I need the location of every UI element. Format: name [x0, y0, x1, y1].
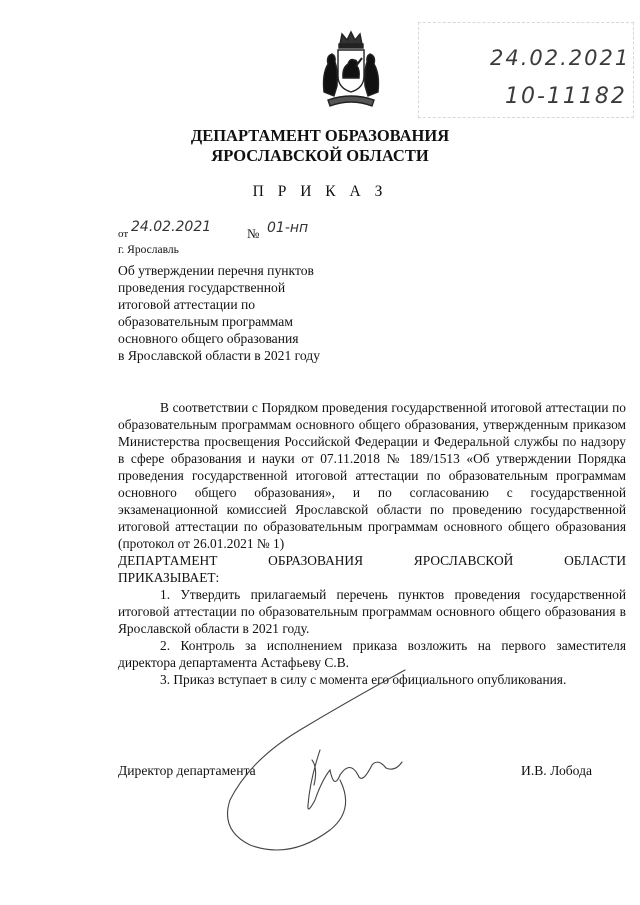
signatory-name: И.В. Лобода: [521, 763, 593, 778]
order-subject: [118, 262, 378, 364]
decree-verb: ПРИКАЗЫВАЕТ:: [118, 570, 220, 585]
order-item-2: 2. Контроль за исполнением приказа возложить на первого заместителя директора департамента Астафьеву С.В.: [118, 638, 626, 670]
handwritten-signature: [190, 640, 440, 870]
subject-line: образовательным программам: [118, 314, 293, 329]
subject-line: итоговой аттестации по: [118, 297, 256, 312]
number-label: №: [247, 226, 260, 241]
order-item-3: 3. Приказ вступает в силу с момента его официального опубликования.: [160, 672, 567, 687]
subject-line: проведения государственной: [118, 280, 286, 295]
document-type: П Р И К А З: [252, 183, 388, 200]
order-item-1: 1. Утвердить прилагаемый перечень пунктов проведения государственной итоговой аттестации по образовательным программам основного общего образования в Ярославской области в 2021 году.: [118, 587, 626, 636]
decree-line: ДЕПАРТАМЕНТ ОБРАЗОВАНИЯ ЯРОСЛАВСКОЙ ОБЛАСТИ: [118, 553, 626, 568]
department-title-line2: ЯРОСЛАВСКОЙ ОБЛАСТИ: [211, 146, 429, 165]
department-title-line1: ДЕПАРТАМЕНТ ОБРАЗОВАНИЯ: [190, 126, 450, 145]
from-label: от: [118, 228, 129, 240]
signatory-title: Директор департамента: [118, 763, 256, 778]
order-number: 01-нп: [267, 220, 309, 236]
order-date: 24.02.2021: [131, 219, 212, 235]
city: г. Ярославль: [118, 244, 179, 256]
stamp-number: 10-11182: [505, 84, 627, 109]
preamble-paragraph: В соответствии с Порядком проведения государственной итоговой аттестации по образовательным программам основного общего образования, утвержденным приказом Министерства просвещения Российской Федерации и Федеральной службы по надзору в сфере образования и науки от 07.11.2018 № 189/1513 «Об утверждении Порядка проведения государственной итоговой аттестации по образовательным программам основного общего образования», и по согласованию с государственной экзаменационной комиссией Ярославской области по проведению государственной итоговой аттестации по образовательным программам основного общего образования (протокол от 26.01.2021 № 1): [118, 400, 626, 551]
coat-of-arms-bear-icon: [318, 30, 384, 108]
subject-line: основного общего образования: [118, 331, 299, 346]
subject-line: Об утверждении перечня пунктов: [118, 263, 314, 278]
stamp-date: 24.02.2021: [490, 46, 631, 70]
subject-line: в Ярославской области в 2021 году: [118, 348, 321, 363]
